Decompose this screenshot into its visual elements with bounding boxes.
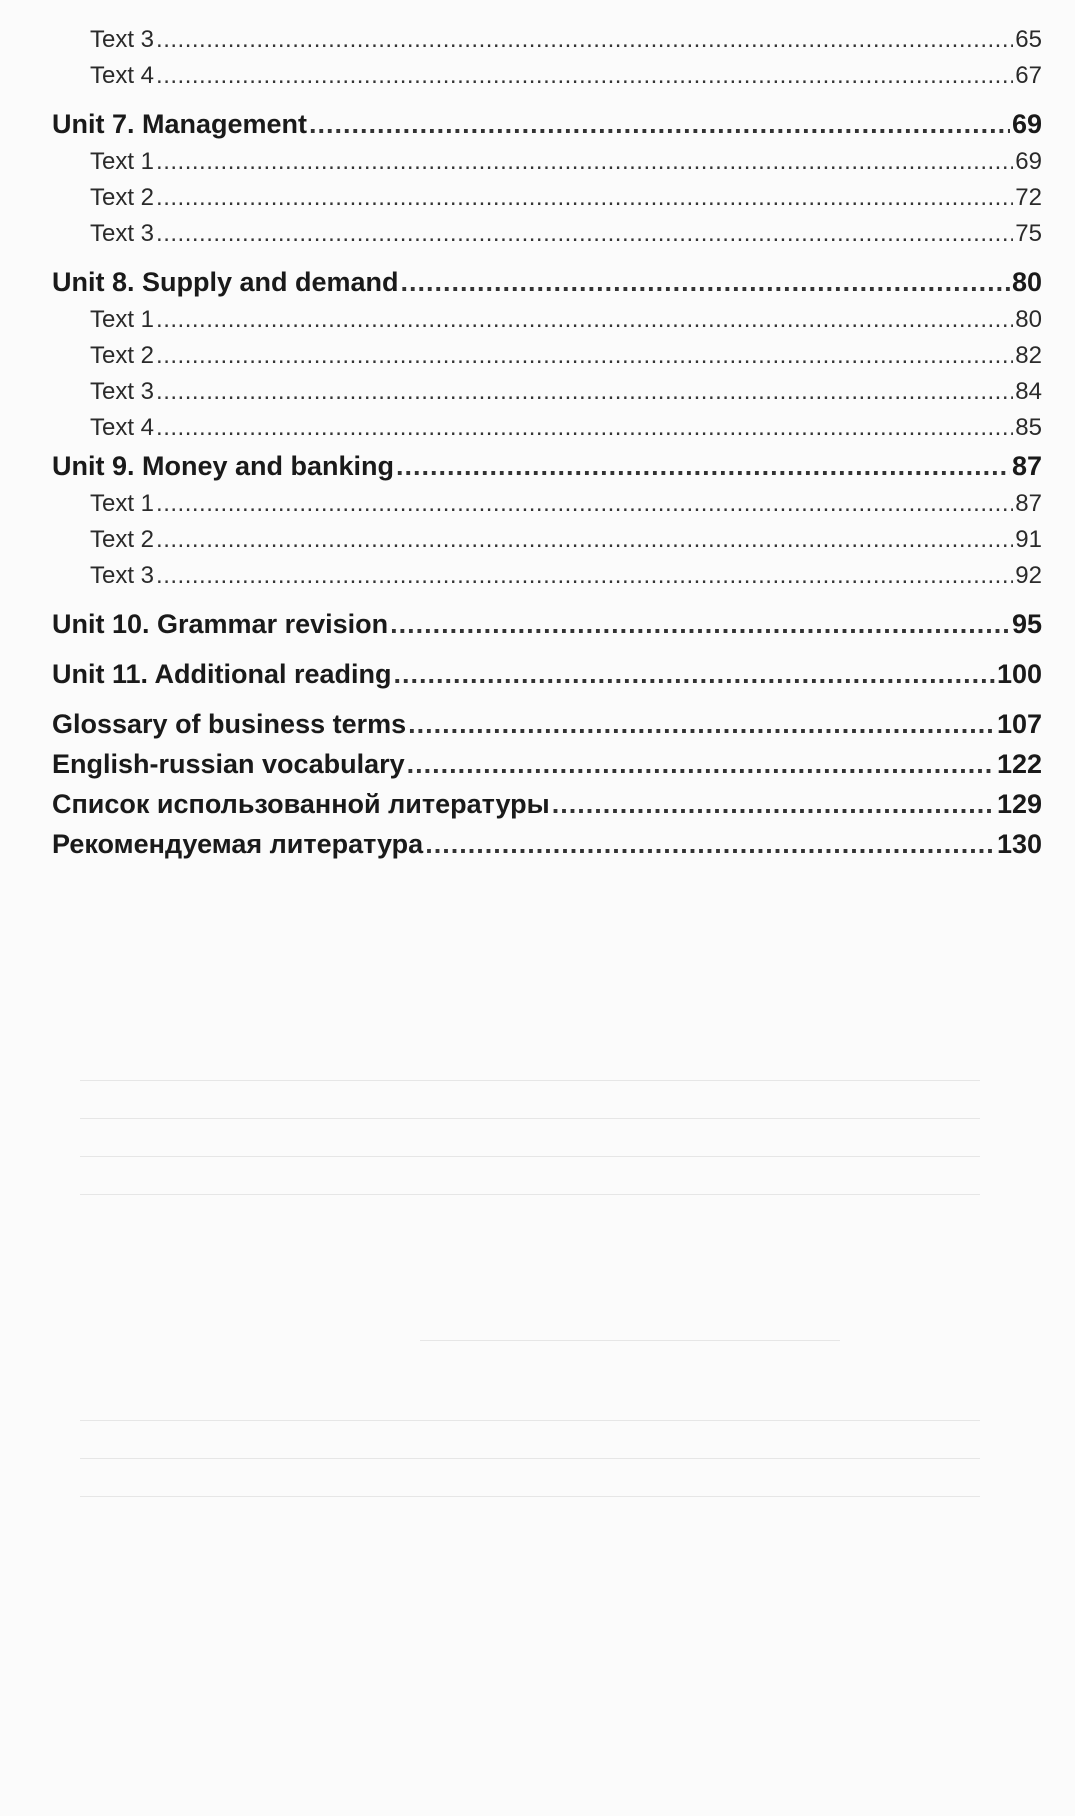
dot-leader <box>390 604 1010 644</box>
dot-leader <box>394 654 995 694</box>
toc-page-number: 91 <box>1015 526 1042 553</box>
dot-leader <box>156 374 1013 410</box>
dot-leader <box>401 262 1010 302</box>
show-through-line <box>80 1194 980 1195</box>
toc-page-number: 80 <box>1015 306 1042 333</box>
toc-entry[interactable] <box>52 410 1042 446</box>
toc-entry[interactable] <box>52 374 1042 410</box>
toc-page-number: 87 <box>1011 451 1042 481</box>
toc-entry-label: Text 3 <box>90 26 155 53</box>
show-through-line <box>80 1080 980 1081</box>
toc-unit-entry[interactable] <box>52 604 1042 644</box>
toc-entry[interactable] <box>52 302 1042 338</box>
toc-page-number: 85 <box>1015 414 1042 441</box>
dot-leader <box>156 522 1013 558</box>
toc-page-number: 87 <box>1015 490 1042 517</box>
toc-unit-entry[interactable] <box>52 654 1042 694</box>
toc-page-number: 80 <box>1011 267 1042 297</box>
toc-entry[interactable] <box>52 58 1042 94</box>
toc-entry[interactable] <box>52 22 1042 58</box>
toc-page-number: 129 <box>996 789 1042 819</box>
toc-unit-label: Рекомендуемая литература <box>52 829 424 859</box>
toc-entry[interactable] <box>52 180 1042 216</box>
toc-entry-label: Text 4 <box>90 414 155 441</box>
show-through-line <box>80 1458 980 1459</box>
show-through-line <box>80 1496 980 1497</box>
toc-unit-entry[interactable] <box>52 446 1042 486</box>
dot-leader <box>156 216 1013 252</box>
toc-page-number: 95 <box>1011 609 1042 639</box>
toc-entry-label: Text 2 <box>90 526 155 553</box>
toc-entry-label: Text 3 <box>90 378 155 405</box>
toc-page-number: 122 <box>996 749 1042 779</box>
show-through-line <box>420 1340 840 1341</box>
toc-page-number: 100 <box>996 659 1042 689</box>
toc-page-number: 84 <box>1015 378 1042 405</box>
toc-unit-label: Unit 9. Money and banking <box>52 451 395 481</box>
toc-page-number: 67 <box>1015 62 1042 89</box>
toc-unit-entry[interactable] <box>52 104 1042 144</box>
toc-unit-label: Glossary of business terms <box>52 709 407 739</box>
show-through-line <box>80 1156 980 1157</box>
toc-entry-label: Text 1 <box>90 490 155 517</box>
dot-leader <box>156 338 1013 374</box>
dot-leader <box>156 180 1013 216</box>
toc-page-number: 107 <box>996 709 1042 739</box>
toc-unit-label: Unit 7. Management <box>52 109 308 139</box>
toc-unit-label: Unit 8. Supply and demand <box>52 267 399 297</box>
toc-unit-entry[interactable] <box>52 744 1042 784</box>
toc-page-number: 72 <box>1015 184 1042 211</box>
dot-leader <box>156 302 1013 338</box>
toc-page-number: 65 <box>1015 26 1042 53</box>
toc-page-number: 69 <box>1015 148 1042 175</box>
toc-unit-entry[interactable] <box>52 824 1042 864</box>
toc-page-number: 69 <box>1011 109 1042 139</box>
dot-leader <box>425 824 995 864</box>
toc-page-number: 75 <box>1015 220 1042 247</box>
dot-leader <box>408 704 995 744</box>
show-through-line <box>80 1118 980 1119</box>
table-of-contents <box>52 22 1042 864</box>
toc-unit-label: English-russian vocabulary <box>52 749 405 779</box>
dot-leader <box>396 446 1010 486</box>
toc-entry[interactable] <box>52 338 1042 374</box>
toc-unit-entry[interactable] <box>52 704 1042 744</box>
toc-page-number: 92 <box>1015 562 1042 589</box>
toc-entry[interactable] <box>52 558 1042 594</box>
toc-entry-label: Text 1 <box>90 306 155 333</box>
toc-entry-label: Text 3 <box>90 220 155 247</box>
dot-leader <box>156 558 1013 594</box>
dot-leader <box>156 486 1013 522</box>
dot-leader <box>407 744 995 784</box>
dot-leader <box>156 144 1013 180</box>
toc-entry-label: Text 3 <box>90 562 155 589</box>
toc-entry-label: Text 4 <box>90 62 155 89</box>
toc-entry[interactable] <box>52 144 1042 180</box>
dot-leader <box>156 22 1013 58</box>
dot-leader <box>552 784 995 824</box>
toc-entry-label: Text 2 <box>90 342 155 369</box>
toc-unit-label: Unit 10. Grammar revision <box>52 609 389 639</box>
dot-leader <box>309 104 1010 144</box>
toc-entry[interactable] <box>52 216 1042 252</box>
toc-page-number: 82 <box>1015 342 1042 369</box>
show-through-line <box>80 1420 980 1421</box>
toc-entry-label: Text 1 <box>90 148 155 175</box>
toc-unit-entry[interactable] <box>52 784 1042 824</box>
toc-unit-label: Unit 11. Additional reading <box>52 659 392 689</box>
toc-page-number: 130 <box>996 829 1042 859</box>
toc-unit-entry[interactable] <box>52 262 1042 302</box>
toc-unit-label: Список использованной литературы <box>52 789 550 819</box>
dot-leader <box>156 58 1013 94</box>
toc-entry[interactable] <box>52 486 1042 522</box>
dot-leader <box>156 410 1013 446</box>
toc-entry-label: Text 2 <box>90 184 155 211</box>
toc-entry[interactable] <box>52 522 1042 558</box>
